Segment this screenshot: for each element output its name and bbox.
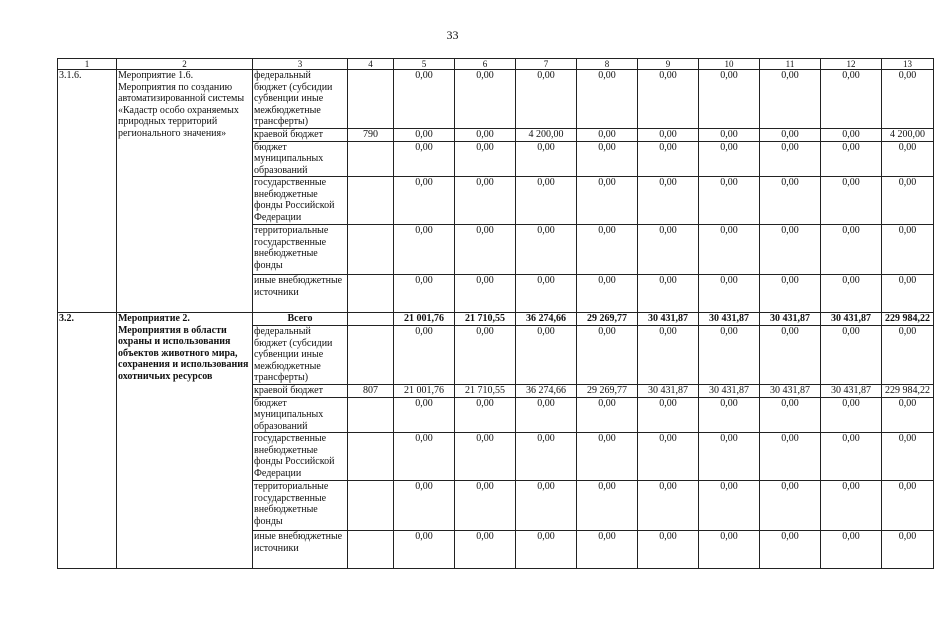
funding-source: бюджет муниципальных образований [253, 141, 348, 177]
funding-source: государственные внебюджетные фонды Российской Федерации [253, 433, 348, 481]
funding-source: иные внебюджетные источники [253, 275, 348, 313]
amount-cell: 0,00 [394, 141, 455, 177]
amount-cell: 0,00 [638, 128, 699, 141]
amount-cell: 0,00 [760, 481, 821, 531]
amount-cell: 0,00 [699, 481, 760, 531]
amount-cell: 0,00 [638, 433, 699, 481]
amount-cell: 0,00 [699, 433, 760, 481]
amount-cell: 0,00 [821, 433, 882, 481]
table-row [58, 313, 934, 326]
amount-cell: 0,00 [638, 326, 699, 385]
column-header: 13 [882, 59, 934, 70]
column-header: 3 [253, 59, 348, 70]
amount-cell: 229 984,22 [882, 384, 934, 397]
budget-code [348, 275, 394, 313]
amount-cell: 0,00 [821, 275, 882, 313]
amount-cell: 0,00 [516, 275, 577, 313]
amount-cell: 0,00 [394, 177, 455, 225]
amount-cell: 0,00 [882, 326, 934, 385]
budget-code [348, 481, 394, 531]
column-header: 11 [760, 59, 821, 70]
amount-cell: 0,00 [577, 481, 638, 531]
amount-cell: 0,00 [577, 326, 638, 385]
amount-cell: 21 710,55 [455, 384, 516, 397]
column-header: 12 [821, 59, 882, 70]
column-header: 4 [348, 59, 394, 70]
budget-code: 807 [348, 384, 394, 397]
budget-code [348, 531, 394, 569]
header-row [58, 59, 934, 70]
amount-cell: 0,00 [760, 326, 821, 385]
column-header: 5 [394, 59, 455, 70]
section-title: Мероприятие 2. Мероприятия в области охраны и использования объектов животного мира, сохранения и использования охотничьих ресурсов [117, 313, 253, 569]
funding-source: Всего [253, 313, 348, 326]
amount-cell: 0,00 [394, 397, 455, 433]
amount-cell: 0,00 [577, 177, 638, 225]
section-title: Мероприятие 1.6. Мероприятия по созданию автоматизированной системы «Кадастр особо охраняемых природных территорий регионального значения» [117, 70, 253, 313]
table-row [58, 70, 934, 129]
amount-cell: 0,00 [638, 531, 699, 569]
amount-cell: 0,00 [577, 141, 638, 177]
amount-cell: 0,00 [516, 481, 577, 531]
amount-cell: 30 431,87 [638, 384, 699, 397]
amount-cell: 0,00 [821, 141, 882, 177]
amount-cell: 0,00 [699, 397, 760, 433]
amount-cell: 0,00 [516, 433, 577, 481]
amount-cell: 0,00 [455, 397, 516, 433]
amount-cell: 0,00 [577, 128, 638, 141]
amount-cell: 0,00 [516, 225, 577, 275]
column-header: 10 [699, 59, 760, 70]
budget-code [348, 141, 394, 177]
amount-cell: 0,00 [821, 531, 882, 569]
funding-source: государственные внебюджетные фонды Российской Федерации [253, 177, 348, 225]
amount-cell: 0,00 [699, 326, 760, 385]
amount-cell: 0,00 [455, 433, 516, 481]
table-body [58, 59, 934, 569]
amount-cell: 0,00 [394, 225, 455, 275]
budget-code [348, 397, 394, 433]
column-header: 9 [638, 59, 699, 70]
amount-cell: 0,00 [699, 70, 760, 129]
amount-cell: 0,00 [638, 397, 699, 433]
amount-cell: 0,00 [455, 128, 516, 141]
amount-cell: 0,00 [638, 141, 699, 177]
amount-cell: 30 431,87 [638, 313, 699, 326]
budget-code [348, 326, 394, 385]
budget-code: 790 [348, 128, 394, 141]
amount-cell: 36 274,66 [516, 384, 577, 397]
funding-source: бюджет муниципальных образований [253, 397, 348, 433]
amount-cell: 0,00 [394, 275, 455, 313]
column-header: 1 [58, 59, 117, 70]
amount-cell: 0,00 [760, 531, 821, 569]
amount-cell: 0,00 [394, 531, 455, 569]
amount-cell: 0,00 [760, 397, 821, 433]
amount-cell: 29 269,77 [577, 384, 638, 397]
budget-table [57, 58, 934, 569]
amount-cell: 0,00 [699, 275, 760, 313]
amount-cell: 0,00 [516, 326, 577, 385]
amount-cell: 0,00 [760, 141, 821, 177]
amount-cell: 0,00 [516, 531, 577, 569]
amount-cell: 0,00 [455, 70, 516, 129]
amount-cell: 0,00 [516, 70, 577, 129]
amount-cell: 0,00 [577, 397, 638, 433]
budget-code [348, 70, 394, 129]
amount-cell: 0,00 [760, 433, 821, 481]
column-header: 8 [577, 59, 638, 70]
budget-code [348, 313, 394, 326]
amount-cell: 0,00 [455, 141, 516, 177]
amount-cell: 0,00 [882, 275, 934, 313]
amount-cell: 21 001,76 [394, 313, 455, 326]
amount-cell: 21 001,76 [394, 384, 455, 397]
amount-cell: 0,00 [882, 70, 934, 129]
amount-cell: 0,00 [638, 481, 699, 531]
column-header: 7 [516, 59, 577, 70]
amount-cell: 0,00 [394, 481, 455, 531]
amount-cell: 0,00 [577, 433, 638, 481]
amount-cell: 4 200,00 [882, 128, 934, 141]
amount-cell: 0,00 [882, 141, 934, 177]
funding-source: федеральный бюджет (субсидии субвенции иные межбюджетные трансферты) [253, 326, 348, 385]
amount-cell: 21 710,55 [455, 313, 516, 326]
funding-source: краевой бюджет [253, 128, 348, 141]
amount-cell: 0,00 [394, 128, 455, 141]
funding-source: федеральный бюджет (субсидии субвенции иные межбюджетные трансферты) [253, 70, 348, 129]
amount-cell: 0,00 [699, 531, 760, 569]
amount-cell: 0,00 [882, 177, 934, 225]
amount-cell: 0,00 [394, 433, 455, 481]
funding-source: территориальные государственные внебюджетные фонды [253, 481, 348, 531]
amount-cell: 0,00 [577, 70, 638, 129]
amount-cell: 0,00 [394, 70, 455, 129]
amount-cell: 229 984,22 [882, 313, 934, 326]
section-code: 3.1.6. [58, 70, 117, 313]
amount-cell: 30 431,87 [760, 313, 821, 326]
amount-cell: 30 431,87 [821, 384, 882, 397]
amount-cell: 0,00 [882, 397, 934, 433]
amount-cell: 0,00 [760, 225, 821, 275]
budget-code [348, 177, 394, 225]
amount-cell: 0,00 [821, 481, 882, 531]
amount-cell: 0,00 [882, 225, 934, 275]
amount-cell: 0,00 [455, 275, 516, 313]
amount-cell: 0,00 [821, 70, 882, 129]
amount-cell: 0,00 [760, 128, 821, 141]
budget-code [348, 433, 394, 481]
amount-cell: 0,00 [394, 326, 455, 385]
amount-cell: 0,00 [699, 141, 760, 177]
column-header: 2 [117, 59, 253, 70]
amount-cell: 0,00 [455, 531, 516, 569]
amount-cell: 30 431,87 [699, 313, 760, 326]
amount-cell: 0,00 [821, 397, 882, 433]
amount-cell: 0,00 [760, 177, 821, 225]
amount-cell: 29 269,77 [577, 313, 638, 326]
amount-cell: 0,00 [699, 128, 760, 141]
amount-cell: 0,00 [577, 275, 638, 313]
amount-cell: 0,00 [455, 225, 516, 275]
amount-cell: 0,00 [699, 225, 760, 275]
amount-cell: 0,00 [699, 177, 760, 225]
amount-cell: 0,00 [516, 177, 577, 225]
column-header: 6 [455, 59, 516, 70]
funding-source: краевой бюджет [253, 384, 348, 397]
amount-cell: 0,00 [638, 275, 699, 313]
amount-cell: 4 200,00 [516, 128, 577, 141]
amount-cell: 0,00 [882, 433, 934, 481]
amount-cell: 0,00 [821, 128, 882, 141]
amount-cell: 36 274,66 [516, 313, 577, 326]
amount-cell: 0,00 [760, 70, 821, 129]
amount-cell: 0,00 [455, 481, 516, 531]
budget-code [348, 225, 394, 275]
amount-cell: 30 431,87 [760, 384, 821, 397]
section-code: 3.2. [58, 313, 117, 569]
amount-cell: 0,00 [821, 225, 882, 275]
amount-cell: 0,00 [455, 326, 516, 385]
amount-cell: 0,00 [882, 481, 934, 531]
funding-source: иные внебюджетные источники [253, 531, 348, 569]
amount-cell: 0,00 [638, 70, 699, 129]
amount-cell: 0,00 [455, 177, 516, 225]
page-number: 33 [446, 28, 459, 42]
amount-cell: 0,00 [638, 225, 699, 275]
amount-cell: 0,00 [760, 275, 821, 313]
funding-source: территориальные государственные внебюджетные фонды [253, 225, 348, 275]
amount-cell: 0,00 [821, 177, 882, 225]
amount-cell: 0,00 [516, 141, 577, 177]
amount-cell: 0,00 [577, 531, 638, 569]
amount-cell: 0,00 [882, 531, 934, 569]
amount-cell: 0,00 [638, 177, 699, 225]
amount-cell: 30 431,87 [699, 384, 760, 397]
amount-cell: 30 431,87 [821, 313, 882, 326]
amount-cell: 0,00 [516, 397, 577, 433]
amount-cell: 0,00 [577, 225, 638, 275]
amount-cell: 0,00 [821, 326, 882, 385]
